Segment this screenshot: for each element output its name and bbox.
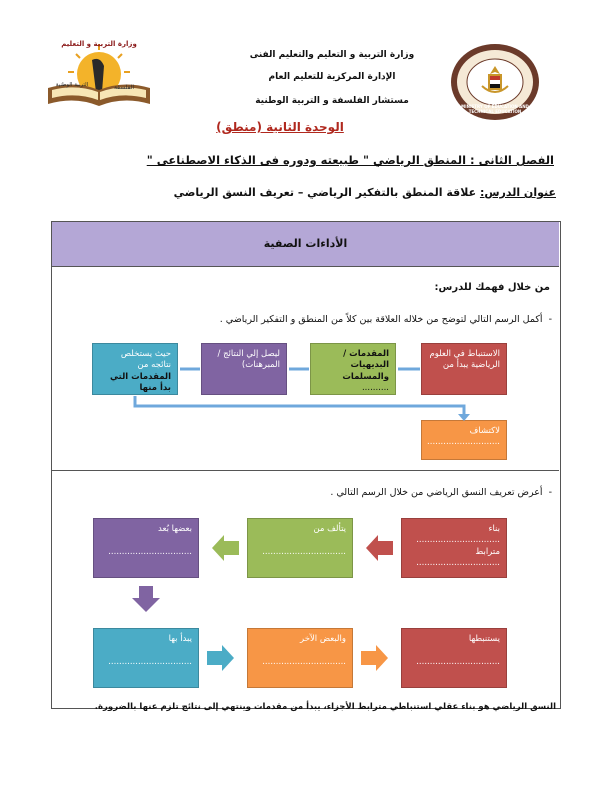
- flow1-box-premises-dots: ..........: [361, 383, 389, 394]
- flow2-box-others-text: والبعض الآخر: [300, 634, 346, 644]
- flow1-box-inference-text: الاستنباط في العلوم الرياضية يبدأ من: [429, 349, 500, 371]
- arrow-right-teal-icon: [207, 645, 234, 671]
- arrow-down-purple-icon: [132, 586, 160, 612]
- flow2-box-structure-dots2: ...............................: [416, 558, 500, 569]
- task2-dash: -: [542, 487, 552, 498]
- flow2-box-consists-dots: ...............................: [262, 546, 346, 557]
- advisor-name: مستشار الفلسفة و التربية الوطنية: [255, 96, 409, 106]
- task2-instruction: أعرض تعريف النسق الرياضي من خلال الرسم التالي .: [330, 487, 543, 498]
- left-logo-caption: الفلسفة: [113, 84, 135, 91]
- flow2-box-structure-dots: ...............................: [416, 535, 500, 546]
- flow2-box-consists-text: يتألف من: [313, 524, 346, 534]
- right-logo-caption: MINISTRY OF EDUCATION AND TECHNICAL EDUCATION: [461, 104, 529, 114]
- flow1-box-results-label: ليصل إلي النتائج / المبرهنات): [217, 349, 280, 371]
- arrow-right-orange-icon: [361, 645, 388, 671]
- lesson-text: علاقة المنطق بالتفكير الرياضي – تعريف النسق الرياضي: [173, 186, 477, 199]
- flow2-box-starts-text: يبدأ بها: [168, 634, 192, 644]
- definition-footer: النسق الرياضي هو بناء عقلي استنباطي مترابط الأجزاء، يبدأ من مقدمات وينتهي إلى نتائج تلزم عنها بالضرورة.: [94, 702, 556, 712]
- flow1-box-premises-text: المقدمات / البديهيات والمسلمات: [342, 349, 389, 382]
- task1-dash: -: [542, 314, 552, 325]
- department-name: الإدارة المركزية للتعليم العام: [268, 72, 396, 82]
- unit-title: الوحدة الثانية (منطق): [216, 120, 344, 134]
- flow2-box-starts-dots: ...............................: [108, 656, 192, 667]
- flow1-box-extract-premises: المقدمات التي بدأ منها: [110, 371, 171, 394]
- flow1-box-discover-dots: ...........................: [427, 437, 500, 448]
- flow2-box-others-dots: ...............................: [262, 656, 346, 667]
- chapter-title: الفصل الثانى : المنطق الرياضي " طبيعته ودوره فى الذكاء الاصطناعى ": [146, 153, 554, 167]
- arrow-left-red-icon: [366, 535, 393, 561]
- left-logo-title: وزارة التربية و التعليم: [61, 40, 137, 48]
- flow1-box-discover-text: لاكتشاف: [469, 426, 500, 436]
- flow2-box-some-dots: ...............................: [108, 546, 192, 557]
- flow2-box-structure-a: بناء: [488, 524, 500, 534]
- task1-instruction: أكمل الرسم التالي لتوضح من خلاله العلاقة بين كلاً من المنطق و التفكير الرياضي .: [219, 314, 543, 325]
- flow2-box-some-text: بعضها بُعد: [158, 524, 192, 534]
- flow2-box-structure-b: مترابط: [475, 546, 500, 557]
- arrow-left-green-icon: [212, 535, 239, 561]
- flow2-box-derive-dots: ...............................: [416, 656, 500, 667]
- flow1-box-extract-text: حيث يستخلص نتائجه من: [120, 349, 171, 371]
- lesson-label: عنوان الدرس:: [479, 186, 556, 199]
- section-header: الأداءات الصفية: [52, 222, 559, 267]
- flow2-box-derive-text: يستنبطها: [468, 634, 500, 644]
- left-logo-subtitle: التربية الوطنية: [55, 82, 89, 88]
- intro-text: من خلال فهمك للدرس:: [434, 282, 550, 293]
- ministry-name: وزارة التربية و التعليم والتعليم الفنى: [249, 50, 415, 60]
